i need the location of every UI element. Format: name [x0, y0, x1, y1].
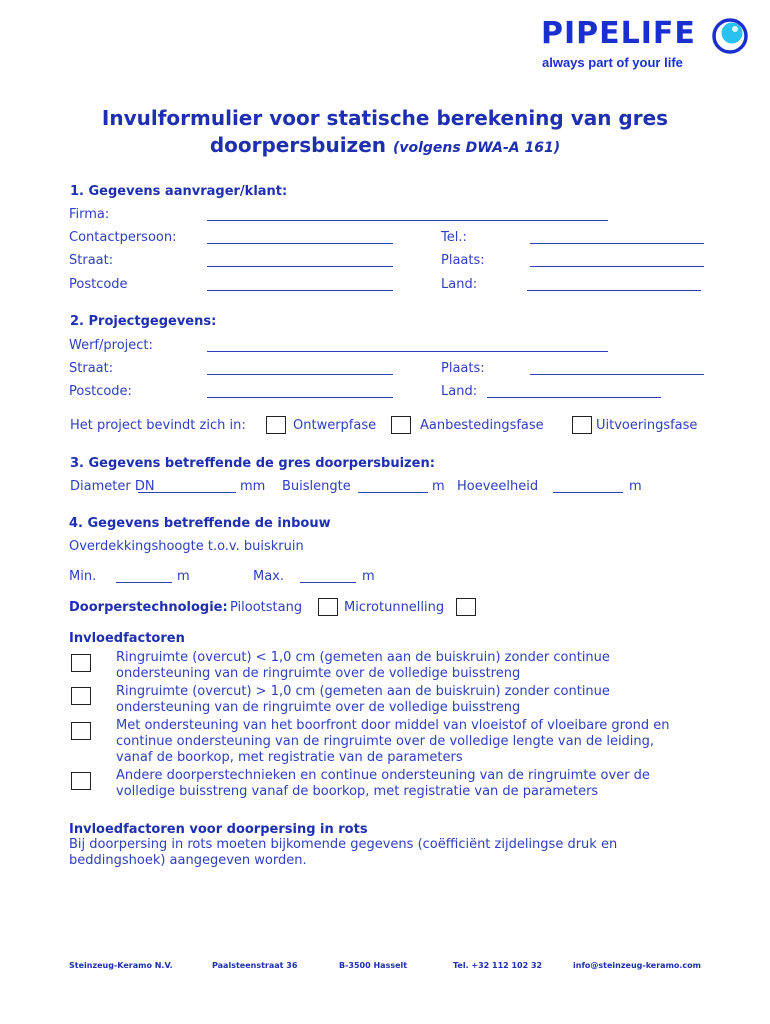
invloed-item-2-line: ondersteuning van de ringruimte over de volledige buisstreng [116, 700, 521, 715]
project-straat-label: Straat: [69, 361, 114, 376]
project-straat-field[interactable] [207, 374, 393, 375]
diameter-label: Diameter DN [70, 479, 155, 494]
tel-label: Tel.: [441, 230, 467, 245]
invloed-item-1-line: ondersteuning van de ringruimte over de volledige buisstreng [116, 666, 521, 681]
buislengte-unit: m [432, 479, 445, 494]
invloed-item-4-line: Andere doorperstechnieken en continue ondersteuning van de ringruimte over de [116, 768, 650, 783]
postcode-label: Postcode [69, 277, 128, 292]
page-title-word: doorpersbuizen [209, 133, 386, 157]
plaats-field[interactable] [530, 266, 704, 267]
firma-label: Firma: [69, 207, 110, 222]
section1-heading: 1. Gegevens aanvrager/klant: [70, 184, 288, 199]
tel-field[interactable] [530, 243, 704, 244]
footer-street: Paalsteenstraat 36 [212, 961, 298, 970]
invloed-checkbox-4[interactable] [71, 772, 91, 790]
buislengte-field[interactable] [358, 492, 428, 493]
ontwerpfase-checkbox[interactable] [266, 416, 286, 434]
straat-label: Straat: [69, 253, 114, 268]
werf-label: Werf/project: [69, 338, 153, 353]
hoeveelheid-label: Hoeveelheid [457, 479, 539, 494]
project-postcode-field[interactable] [207, 397, 393, 398]
project-plaats-field[interactable] [530, 374, 704, 375]
invloed-heading: Invloedfactoren [69, 631, 185, 646]
uitvoeringsfase-checkbox[interactable] [572, 416, 592, 434]
footer-company: Steinzeug-Keramo N.V. [69, 961, 173, 970]
firma-field[interactable] [207, 220, 608, 221]
section4-heading: 4. Gegevens betreffende de inbouw [69, 516, 331, 531]
land-label: Land: [441, 277, 478, 292]
project-land-label: Land: [441, 384, 478, 399]
footer-city: B-3500 Hasselt [339, 961, 408, 970]
page-subtitle: (volgens DWA-A 161) [392, 140, 561, 156]
hoeveelheid-unit: m [629, 479, 642, 494]
page-title: Invulformulier voor statische berekening van gres [101, 106, 669, 130]
invloed-checkbox-3[interactable] [71, 722, 91, 740]
invloed-item-3-line: Met ondersteuning van het boorfront door middel van vloeistof of vloeibare grond en [116, 718, 670, 733]
land-field[interactable] [527, 290, 701, 291]
max-unit: m [362, 569, 375, 584]
rots-heading: Invloedfactoren voor doorpersing in rots [69, 822, 368, 837]
invloed-item-2 [116, 684, 610, 716]
invloed-item-4 [116, 768, 650, 800]
tech-label: Doorperstechnologie: [69, 600, 228, 615]
project-postcode-label: Postcode: [69, 384, 132, 399]
microtunnelling-checkbox[interactable] [456, 598, 476, 616]
pipelife-logo-icon [712, 18, 748, 54]
aanbestedingsfase-label: Aanbestedingsfase [420, 418, 544, 433]
diameter-field[interactable] [138, 492, 236, 493]
straat-field[interactable] [207, 266, 393, 267]
project-plaats-label: Plaats: [441, 361, 485, 376]
project-land-field[interactable] [487, 397, 661, 398]
rots-text [69, 837, 617, 869]
phase-prompt: Het project bevindt zich in: [70, 418, 246, 433]
hoeveelheid-field[interactable] [553, 492, 623, 493]
invloed-item-2-line: Ringruimte (overcut) > 1,0 cm (gemeten aan de buiskruin) zonder continue [116, 684, 610, 699]
pilootstang-checkbox[interactable] [318, 598, 338, 616]
contactpersoon-field[interactable] [207, 243, 393, 244]
invloed-item-4-line: volledige buisstreng vanaf de boorkop, met registratie van de parameters [116, 784, 599, 799]
overdekking-label: Overdekkingshoogte t.o.v. buiskruin [69, 539, 304, 554]
invloed-item-1-line: Ringruimte (overcut) < 1,0 cm (gemeten aan de buiskruin) zonder continue [116, 650, 610, 665]
max-label: Max. [253, 569, 285, 584]
rots-line-2: beddingshoek) aangegeven worden. [69, 853, 307, 868]
invloed-checkbox-1[interactable] [71, 654, 91, 672]
rots-line-1: Bij doorpersing in rots moeten bijkomende gegevens (coëfficiënt zijdelingse druk en [69, 837, 618, 852]
buislengte-label: Buislengte [282, 479, 351, 494]
uitvoeringsfase-label: Uitvoeringsfase [596, 418, 698, 433]
max-field[interactable] [300, 582, 356, 583]
plaats-label: Plaats: [441, 253, 485, 268]
brand-logo-text: PIPELIFE [541, 16, 696, 51]
section2-heading: 2. Projectgegevens: [70, 314, 217, 329]
invloed-item-3-line: vanaf de boorkop, met registratie van de parameters [116, 750, 463, 765]
ontwerpfase-label: Ontwerpfase [293, 418, 377, 433]
contactpersoon-label: Contactpersoon: [69, 230, 177, 245]
microtunnelling-label: Microtunnelling [344, 600, 445, 615]
pilootstang-label: Pilootstang [230, 600, 303, 615]
brand-tagline: always part of your life [542, 55, 683, 70]
section3-heading: 3. Gegevens betreffende de gres doorpersbuizen: [70, 456, 435, 471]
footer-email[interactable]: info@steinzeug-keramo.com [573, 961, 702, 970]
werf-field[interactable] [207, 351, 608, 352]
diameter-unit: mm [240, 479, 266, 494]
aanbestedingsfase-checkbox[interactable] [391, 416, 411, 434]
postcode-field[interactable] [207, 290, 393, 291]
page-title-line2 [0, 133, 770, 157]
footer-tel: Tel. +32 112 102 32 [453, 961, 543, 970]
invloed-item-3-line: continue ondersteuning van de ringruimte over de volledige lengte van de leiding, [116, 734, 655, 749]
invloed-checkbox-2[interactable] [71, 687, 91, 705]
min-label: Min. [69, 569, 97, 584]
min-unit: m [177, 569, 190, 584]
min-field[interactable] [116, 582, 172, 583]
invloed-item-1 [116, 650, 610, 682]
invloed-item-3 [116, 718, 670, 766]
